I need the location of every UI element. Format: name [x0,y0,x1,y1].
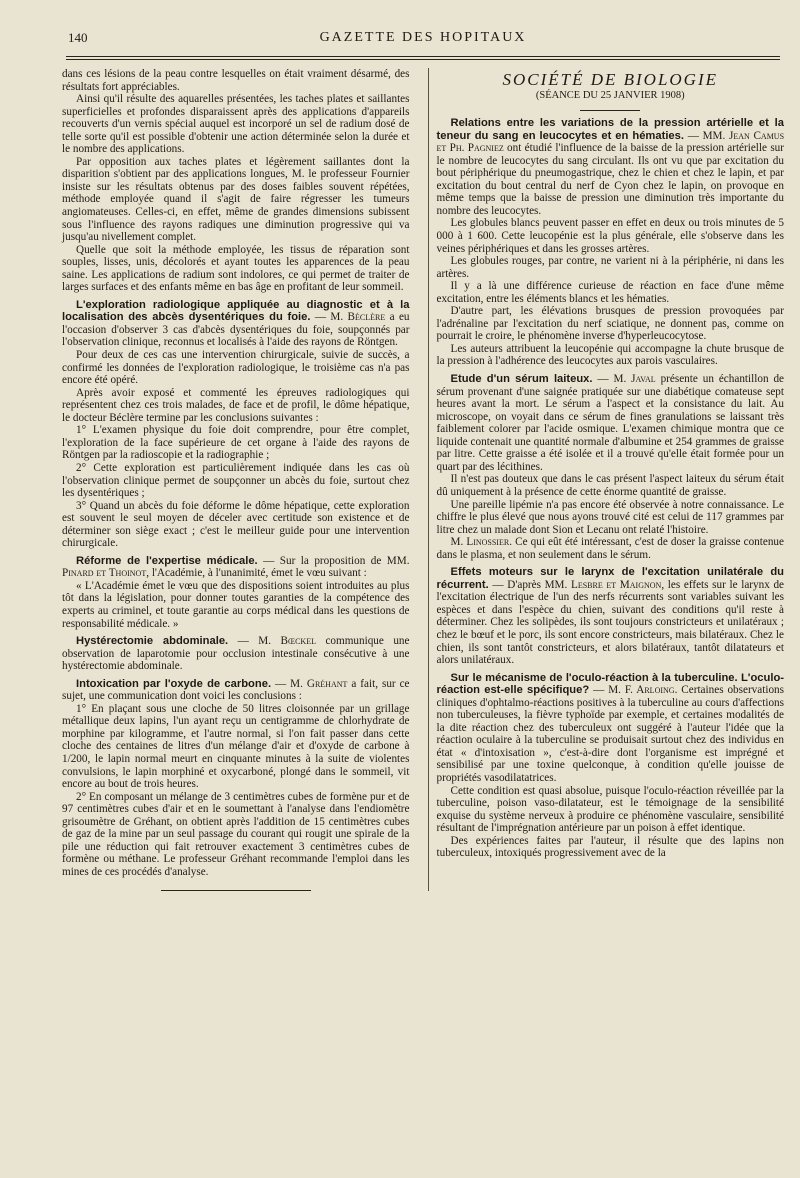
article-text: communique une observation de laparotomie pour occlusion intestinale consécutive à une hystérectomie abdominale. [62,635,410,673]
article-intro-post: , l'Académie, à l'unanimité, émet le vœu suivant : [146,567,367,580]
article-hysterectomie: Hystérectomie abdominale. — M. Bœckel communique une observation de laparotomie pour occlusion intestinale consécutive à une hystérectomie abdominale. [62,635,410,673]
left-column [62,68,410,891]
paragraph: Quelle que soit la méthode employée, les tissus de réparation sont souples, lisses, unis, décolorés et ayant toutes les apparences de la peau saine. Les applications de radium sont indolores, ce qui permet de traiter de larges surfaces et des enfants même en bas âge en profitant de leur sommeil. [62,243,410,294]
paragraph: Les globules blancs peuvent passer en effet en deux ou trois minutes de 5 000 à 1 600. Cette leucopénie est la plus générale, elle s'observe dans les veines périphériques et dans les grosses artères. [436,217,784,255]
conclusion-item: 1° En plaçant sous une cloche de 50 litres cloisonnée par un grillage métallique deux lapins, l'un ayant reçu un centigramme de chlorhydrate de morphine par kilogramme, et l'autre normal, si l'on fait passer dans cette cloche des centaines de litres d'un mélange d'air et d'oxyde de carbone à 1/200, le lapin normal meurt en cinquante minutes à la suite de violentes convulsions, le lapin morphiné et oxycarboné, plongé dans le sommeil, vit encore au bout de trois heures. [62,702,410,791]
article-title: Effets moteurs sur le larynx de l'excitation unilatérale du récurrent. [436,566,784,591]
article-title: Etude d'un sérum laiteux. [450,373,593,386]
paragraph: Pour deux de ces cas une intervention chirurgicale, suivie de succès, a confirmé les données de l'exploration radiologique, le troisième cas n'a pas encore été opéré. [62,349,410,387]
article-author: M. Gréhant [290,677,348,690]
page-number: 140 [68,30,88,45]
article-intro: a eu l'occasion d'observer 3 cas d'abcès dysentériques du foie, soupçonnés par l'observation clinique, reconnus et localisés à l'aide des rayons de Röntgen. [62,311,410,349]
paragraph: Cette condition est quasi absolue, puisque l'oculo-réaction réveillée par la tuberculine, poison vaso-dilatateur, est le témoignage de la sensibilité exquise du système nerveux à produire ce phénomène vasculaire, sensibilité résultant de l'imprégnation antérieure par un poison à effet identique. [436,784,784,835]
article-author: M. Béclère [330,311,386,324]
paragraph: Il y a là une différence curieuse de réaction en face d'une même excitation, entre les éléments blancs et les hématies. [436,280,784,305]
article-intro: Certaines observations cliniques d'ophtalmo-réactions positives à la tuberculine au cours d'affections non tuberculeuses, la fièvre typhoïde par exemple, et certaines modalités de la dite réaction chez des tuberculeux ont suggéré à l'auteur l'idée que la réaction oculaire à la tuberculine se produisait surtout chez des individus en état « d'intoxisation », c'est-à-dire dont l'organisme est imprégné et sensibilisé par une toxine quelconque, à condition qu'elle jouisse de propriétés vasodilatatrices. [436,684,785,784]
article-reforme-expertise [62,555,410,630]
paragraph: D'autre part, les élévations brusques de pression provoquées par l'adrénaline par l'excitation du nerf sciatique, ne donnent pas, comme on pourrait le croire, le phénomène inverse d'hyperleucocytose. [436,305,784,343]
conclusion-item: 1° L'examen physique du foie doit comprendre, pour être complet, l'exploration de la face supérieure de cet organe à l'aide des rayons de Röntgen par la radioscopie et la radiographie ; [62,424,410,462]
header-rule-second [66,59,780,60]
article-effets-moteurs [437,566,785,666]
paragraph: dans ces lésions de la peau contre lesquelles on était vraiment désarmé, des résultats fort appréciables. [62,68,410,93]
article-author: Pinard et Thoinot [62,567,147,580]
article-title: L'exploration radiologique appliquée au diagnostic et à la localisation des abcès dysentériques du foie. [62,298,410,324]
paragraph: Il n'est pas douteux que dans le cas présent l'aspect laiteux du sérum était dû uniquement à la présence de cette énorme quantité de graisse. [436,473,784,498]
article-title: Réforme de l'expertise médicale. [76,554,258,567]
quotation: « L'Académie émet le vœu que des dispositions soient introduites au plus tôt dans la législation, pour donner toutes garanties de la compétence des experts au criminel, et toute garantie au corps médical dans les questions de responsabilité médicale. » [62,579,410,630]
article-intro: présente un échantillon de sérum provenant d'une saignée pratiquée sur une diabétique comateuse sept heures avant la mort. Le sérum a l'aspect et la consistance du lait. Au microscope, on voyait dans ce sérum de fines granulations se laissant très faiblement colorer par l'acide osmique. L'examen chimique montra que ce liquide contenait une quantité normale d'albumine et 254 grammes de graisse par litre. Cette graisse a été isolée et il a trouvé qu'elle était formée pour un quart par des lécithines. [436,373,785,473]
conclusion-item: 2° En composant un mélange de 3 centimètres cubes de formène pur et de 97 centimètres cubes d'air et en le soumettant à l'analyse dans l'endiomètre grisoumètre de Gréhant, on obtient après l'addition de 15 centimètres cubes de gaz de la mine par un seul passage du courant qui rougit une spirale de la pile une réduction qui fait retrouver exactement 3 centimètres cubes de formène ou méthane. Le professeur Gréhant recommande l'emploi dans les mines de ces procédés d'analyse. [62,790,410,878]
article-intro-pre: — MM. [687,129,726,142]
article-intro-post: ont étudié l'influence de la baisse de la pression artérielle sur le nombre de leucocytes du sang circulant. Ils ont vu que par excitation du bout périphérique du pneumogastrique, chez le chien et chez le lapin, et par excitation du bout central du nerf de Cyon chez le lapin, on provoque en même temps que la baisse de pression une diminution très importante du nombre des leucocytes. [436,142,784,217]
article-author: M. Bœckel [258,635,316,648]
article-author: Jean Camus et Ph. Pagniez [436,129,785,155]
page-header [62,30,784,52]
paragraph: Les auteurs attribuent la leucopénie qui accompagne la chute brusque de la pression à l'adhérence des leucocytes aux parois vasculaires. [436,342,784,368]
article-oculo-reaction: Sur le mécanisme de l'oculo-réaction à la tuberculine. L'oculo-réaction est-elle spécifique? — M. F. Arloing. Certaines observations cliniques d'ophtalmo-réactions positives à la tuberculine au cours d'affections non tuberculeuses, la fièvre typhoïde par exemple, et certaines modalités de la dite réaction chez des tuberculeux ont suggéré à l'auteur l'idée que la réaction oculaire à la tuberculine se produisait surtout chez des individus en état « d'intoxisation », c'est-à-dire dont l'organisme est imprégné et sensibilisé par une toxine quelconque, à condition qu'elle jouisse de propriétés vasodilatatrices. Cette condition est quasi absolue, puisque l'oculo-réaction réveillée par la tuberculine, poison vaso-dilatateur, est le témoignage de la sensibilité exquise du système nerveux à produire ce phénomène vasculaire, sensibilité résultant de l'imprégnation antérieure par un poison à effet identique. Des expériences faites par l'auteur, il résulte que des lapins non tuberculeux, intoxiqués progressivement avec de la [436,671,785,860]
article-author: M. Linossier. [450,536,512,549]
article-title: Relations entre les variations de la pression artérielle et la teneur du sang en leucocytes et en hématies. [436,117,784,142]
end-ornament-rule [161,890,311,891]
conclusion-item: 3° Quand un abcès du foie déforme le dôme hépatique, cette exploration est souvent le seul moyen de déceler avec certitude son existence et de déterminer son siège exact ; c'est le meilleur guide pour une intervention chirurgicale. [62,499,410,550]
paragraph: Ce qui eût été intéressant, c'est de doser la graisse contenue dans le plasma, et non seulement dans le sérum. [436,536,784,561]
paragraph: Une pareille lipémie n'a pas encore été observée à notre connaissance. Le chiffre le plus élevé que nous ayons trouvé cité est celui de 117 grammes par litre chez un malade dont Sion et Lecanu ont relaté l'histoire. [436,498,784,536]
two-column-body [62,68,784,891]
conclusion-item: 2° Cette exploration est particulièrement indiquée dans les cas où l'observation clinique permet de soupçonner un abcès du foie, surtout chez les dysentériques ; [62,461,410,500]
article-author: M. Javal [613,373,656,386]
paragraph: Ainsi qu'il résulte des aquarelles présentées, les taches plates et saillantes superficielles et profondes disparaissent après des applications d'appareils recouverts d'un vernis spécial auquel est incorporé un sel de radium dosé de telle sorte qu'il est possible d'obtenir une action déterminée selon la durée et le nombre des applications. [62,93,410,156]
right-column [428,68,785,891]
article-title: Intoxication par l'oxyde de carbone. [76,677,272,690]
paragraph: Par opposition aux taches plates et légèrement saillantes dont la disparition s'obtient par des applications longues, M. le professeur Fournier insiste sur les résultats obtenus par des doses faibles souvent répétées, méthode employée quand il s'agit de faire régresser les tumeurs angiomateuses. Celles-ci, en effet, même de grandes dimensions subissent sous l'influence des rayons radiques une diminution progressive qui va jusqu'au nivellement complet. [62,155,410,244]
article-author: M. F. Arloing. [608,684,678,697]
section-date: (SÉANCE DU 25 JANVIER 1908) [535,89,685,101]
paragraph: Après avoir exposé et commenté les épreuves radiologiques qui représentent chez ces trois malades, de face et de profil, le dôme hépatique, le docteur Béclère termine par les conclusions suivantes : [62,386,410,424]
section-rule [580,110,640,111]
journal-title: GAZETTE DES HOPITAUX [319,30,527,45]
paragraph: Des expériences faites par l'auteur, il résulte que des lapins non tuberculeux, intoxiqués progressivement avec de la [436,834,784,860]
article-intro-pre: — Sur la proposition de MM. [263,554,410,567]
section-title: SOCIÉTÉ DE BIOLOGIE [502,70,719,89]
article-intoxication: Intoxication par l'oxyde de carbone. — M. Gréhant a fait, sur ce sujet, une communication dont voici les conclusions : 1° En plaçant sous une cloche de 50 litres cloisonnée par un grillage métallique deux lapins, l'un ayant reçu un centigramme de chlorhydrate de morphine par kilogramme, et l'autre normal, si l'on fait passer dans cette cloche des centaines de litres d'un mélange d'air et d'oxyde de carbone à 1/200, le lapin normal meurt en cinquante minutes à la suite de violentes convulsions, le lapin morphiné et oxycarboné, plongé dans le sommeil, vit encore au bout de trois heures. 2° En composant un mélange de 3 centimètres cubes de formène pur et de 97 centimètres cubes d'air et en le soumettant à l'analyse dans l'endiomètre grisoumètre de Gréhant, on obtient après l'addition de 15 centimètres cubes de gaz de la mine par un seul passage du courant qui rougit une spirale de la pile une réduction qui fait retrouver exactement 3 centimètres cubes de formène ou méthane. Le professeur Gréhant recommande l'emploi dans les mines de ces procédés d'analyse. [62,677,410,878]
article-exploration-radiologique: L'exploration radiologique appliquée au diagnostic et à la localisation des abcès dysentériques du foie. — M. Béclère a eu l'occasion d'observer 3 cas d'abcès dysentériques du foie, soupçonnés par l'observation clinique, reconnus et localisés à l'aide des rayons de Röntgen. Pour deux de ces cas une intervention chirurgicale, suivie de succès, a confirmé les données de l'exploration radiologique, le troisième cas n'a pas encore été opéré. Après avoir exposé et commenté les épreuves radiologiques qui représentent chez ces trois malades, de face et de profil, le dôme hépatique, le docteur Béclère termine par les conclusions suivantes : 1° L'examen physique du foie doit comprendre, pour être complet, l'exploration de la face supérieure de cet organe à l'aide des rayons de Röntgen par la radioscopie et la radiographie ; 2° Cette exploration est particulièrement indiquée dans les cas où l'observation clinique permet de soupçonner un abcès du foie, surtout chez les dysentériques ; 3° Quand un abcès du foie déforme le dôme hépatique, cette exploration est souvent le seul moyen de déceler avec certitude son existence et de déterminer son siège exact ; c'est le meilleur guide pour une intervention chirurgicale. [62,298,410,550]
article-intro-pre: — D'après MM. [492,578,568,591]
header-rule [66,56,780,57]
paragraph: Les globules rouges, par contre, ne varient ni à la périphérie, ni dans les artères. [436,255,784,280]
article-title: Sur le mécanisme de l'oculo-réaction à la tuberculine. L'oculo-réaction est-elle spécifique? [436,671,784,697]
article-intro-post: , les effets sur le larynx de l'excitation électrique de l'un des nerfs récurrents sont variables suivant les espèces et dans l'espèce du chien, suivant des conditions qu'il reste à déterminer. Chez les solipèdes, ils sont toujours constricteurs et unilatéraux ; chez le bœuf et le porc, ils sont encore constricteurs, mais bilatéraux. Chez le chien, ils sont tantôt constricteurs, et alors bilatéraux, tantôt dilatateurs et alors unilatéraux. [436,578,785,667]
article-serum-laiteux: Etude d'un sérum laiteux. — M. Javal présente un échantillon de sérum provenant d'une saignée pratiquée sur une diabétique comateuse sept heures avant la mort. Le sérum a l'aspect et la consistance du lait. Au microscope, on voyait dans ce sérum de fines granulations se laissant très faiblement colorer par l'acide osmique. L'examen chimique montra que ce liquide contenait une quantité normale d'albumine et 254 grammes de graisse par litre. Cette graisse a été isolée et il a trouvé qu'elle était formée pour un quart par des lécithines. Il n'est pas douteux que dans le cas présent l'aspect laiteux du sérum était dû uniquement à la présence de cette énorme quantité de graisse. Une pareille lipémie n'a pas encore été observée à notre connaissance. Le chiffre le plus élevé que nous ayons trouvé cité est celui de 117 grammes par litre chez un malade dont Sion et Lecanu ont relaté l'histoire. M. Linossier. Ce qui eût été intéressant, c'est de doser la graisse contenue dans le plasma, et non seulement dans le sérum. [436,373,785,561]
article-relations-pression [437,117,785,368]
article-title: Hystérectomie abdominale. [76,635,229,648]
article-intro: a fait, sur ce sujet, une communication dont voici les conclusions : [62,677,410,703]
article-author: Lesbre et Maignon [570,578,662,591]
